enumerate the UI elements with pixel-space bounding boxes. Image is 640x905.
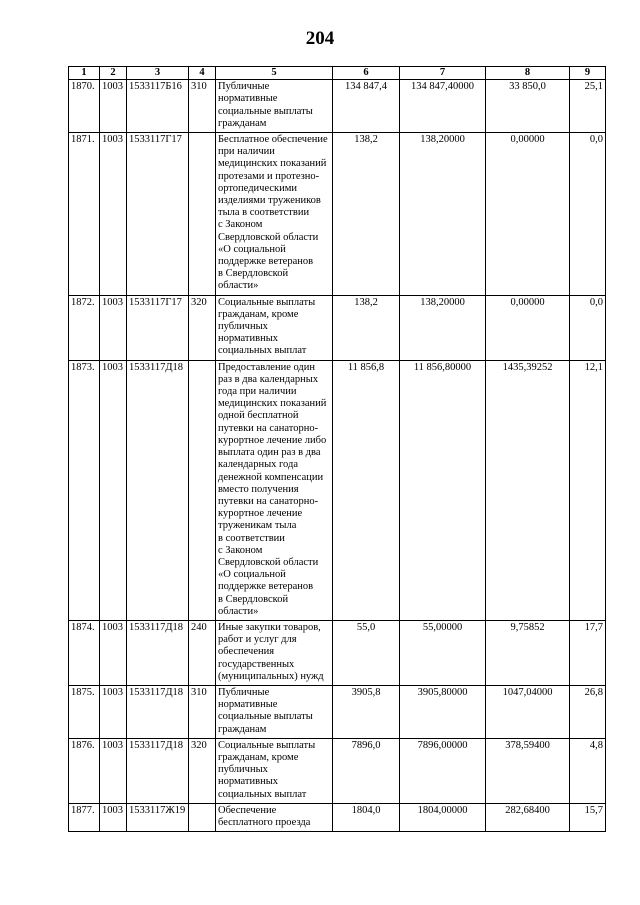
expense-type-cell: 240 xyxy=(189,620,216,685)
row-number-cell: 1872. xyxy=(69,295,100,360)
target-code-cell: 1533117Д18 xyxy=(127,685,189,738)
col-header: 8 xyxy=(486,67,570,80)
table-row xyxy=(69,360,606,620)
amount-col6-cell: 7896,0 xyxy=(333,738,400,803)
section-code-cell: 1003 xyxy=(100,360,127,620)
table-row xyxy=(69,295,606,360)
header-row xyxy=(69,67,606,80)
description-cell: Предоставление один раз в два календарных года при наличии медицинских показаний одной бесплатной путевки на санаторно- курортное лечение либо выплата один раз в два календарных года денежной компенсации вместо получения путевки на санаторно- курортное лечение труженикам тыла в соответствии с Законом Свердловской области «О социальной поддержке ветеранов в Свердловской области» xyxy=(216,360,333,620)
col-header: 5 xyxy=(216,67,333,80)
col-header: 1 xyxy=(69,67,100,80)
target-code-cell: 1533117Д18 xyxy=(127,620,189,685)
percent-cell: 0,0 xyxy=(570,295,606,360)
target-code-cell: 1533117Д18 xyxy=(127,360,189,620)
description-cell: Публичные нормативные социальные выплаты гражданам xyxy=(216,80,333,133)
amount-col7-cell: 7896,00000 xyxy=(400,738,486,803)
amount-col6-cell: 134 847,4 xyxy=(333,80,400,133)
expense-type-cell: 310 xyxy=(189,685,216,738)
target-code-cell: 1533117Ж19 xyxy=(127,803,189,831)
table-row xyxy=(69,738,606,803)
table-row xyxy=(69,133,606,296)
section-code-cell: 1003 xyxy=(100,80,127,133)
expense-type-cell xyxy=(189,803,216,831)
amount-col8-cell: 1047,04000 xyxy=(486,685,570,738)
percent-cell: 12,1 xyxy=(570,360,606,620)
section-code-cell: 1003 xyxy=(100,295,127,360)
table-row xyxy=(69,80,606,133)
amount-col7-cell: 55,00000 xyxy=(400,620,486,685)
col-header: 4 xyxy=(189,67,216,80)
section-code-cell: 1003 xyxy=(100,803,127,831)
amount-col6-cell: 11 856,8 xyxy=(333,360,400,620)
amount-col6-cell: 3905,8 xyxy=(333,685,400,738)
row-number-cell: 1870. xyxy=(69,80,100,133)
row-number-cell: 1876. xyxy=(69,738,100,803)
expense-type-cell xyxy=(189,360,216,620)
percent-cell: 25,1 xyxy=(570,80,606,133)
section-code-cell: 1003 xyxy=(100,738,127,803)
section-code-cell: 1003 xyxy=(100,620,127,685)
row-number-cell: 1874. xyxy=(69,620,100,685)
description-cell: Бесплатное обеспечение при наличии медицинских показаний протезами и протезно- ортопедическими изделиями тружеников тыла в соответствии с Законом Свердловской области «О социальной поддержке ветеранов в Свердловской области» xyxy=(216,133,333,296)
amount-col8-cell: 378,59400 xyxy=(486,738,570,803)
description-cell: Обеспечение бесплатного проезда xyxy=(216,803,333,831)
amount-col8-cell: 33 850,0 xyxy=(486,80,570,133)
row-number-cell: 1871. xyxy=(69,133,100,296)
col-header: 3 xyxy=(127,67,189,80)
amount-col6-cell: 138,2 xyxy=(333,295,400,360)
amount-col8-cell: 1435,39252 xyxy=(486,360,570,620)
description-cell: Социальные выплаты гражданам, кроме публичных нормативных социальных выплат xyxy=(216,738,333,803)
percent-cell: 4,8 xyxy=(570,738,606,803)
amount-col6-cell: 55,0 xyxy=(333,620,400,685)
expense-type-cell: 320 xyxy=(189,738,216,803)
amount-col7-cell: 11 856,80000 xyxy=(400,360,486,620)
amount-col6-cell: 1804,0 xyxy=(333,803,400,831)
row-number-cell: 1877. xyxy=(69,803,100,831)
amount-col8-cell: 9,75852 xyxy=(486,620,570,685)
col-header: 7 xyxy=(400,67,486,80)
budget-table xyxy=(68,66,606,832)
amount-col7-cell: 134 847,40000 xyxy=(400,80,486,133)
description-cell: Социальные выплаты гражданам, кроме публичных нормативных социальных выплат xyxy=(216,295,333,360)
percent-cell: 17,7 xyxy=(570,620,606,685)
col-header: 2 xyxy=(100,67,127,80)
table-row xyxy=(69,685,606,738)
percent-cell: 0,0 xyxy=(570,133,606,296)
col-header: 6 xyxy=(333,67,400,80)
target-code-cell: 1533117Г17 xyxy=(127,295,189,360)
amount-col8-cell: 0,00000 xyxy=(486,295,570,360)
table-row xyxy=(69,803,606,831)
target-code-cell: 1533117Г17 xyxy=(127,133,189,296)
target-code-cell: 1533117Б16 xyxy=(127,80,189,133)
amount-col8-cell: 0,00000 xyxy=(486,133,570,296)
expense-type-cell xyxy=(189,133,216,296)
target-code-cell: 1533117Д18 xyxy=(127,738,189,803)
section-code-cell: 1003 xyxy=(100,133,127,296)
expense-type-cell: 320 xyxy=(189,295,216,360)
amount-col7-cell: 138,20000 xyxy=(400,295,486,360)
section-code-cell: 1003 xyxy=(100,685,127,738)
expense-type-cell: 310 xyxy=(189,80,216,133)
row-number-cell: 1873. xyxy=(69,360,100,620)
amount-col6-cell: 138,2 xyxy=(333,133,400,296)
table-row xyxy=(69,620,606,685)
amount-col8-cell: 282,68400 xyxy=(486,803,570,831)
description-cell: Публичные нормативные социальные выплаты гражданам xyxy=(216,685,333,738)
percent-cell: 26,8 xyxy=(570,685,606,738)
row-number-cell: 1875. xyxy=(69,685,100,738)
amount-col7-cell: 3905,80000 xyxy=(400,685,486,738)
col-header: 9 xyxy=(570,67,606,80)
percent-cell: 15,7 xyxy=(570,803,606,831)
amount-col7-cell: 138,20000 xyxy=(400,133,486,296)
page-number: 204 xyxy=(305,28,335,49)
amount-col7-cell: 1804,00000 xyxy=(400,803,486,831)
description-cell: Иные закупки товаров, работ и услуг для обеспечения государственных (муниципальных) нужд xyxy=(216,620,333,685)
